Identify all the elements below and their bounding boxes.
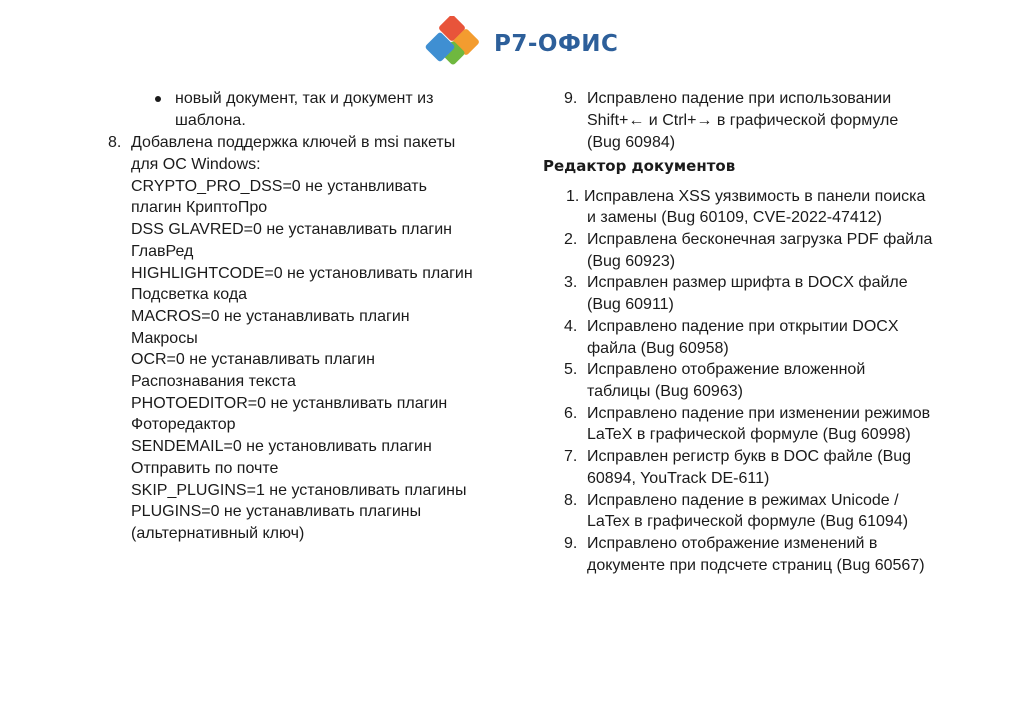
list-item-number: 9. [564,90,578,107]
list-item-number: 1. [566,188,580,205]
list-item-line: Исправлено отображение изменений в [587,535,878,552]
list-item-line: файла (Bug 60958) [587,340,729,357]
list-item-line: Исправлено падение при использовании [587,90,892,107]
section-heading: Редактор документов [543,157,736,175]
list-item-number: 6. [564,405,578,422]
list-item-line: Макросы [131,330,198,347]
logo-mark-icon [424,16,486,72]
list-item-line: 60894, YouTrack DE-611) [587,470,770,487]
list-item-line: (Bug 60984) [587,134,676,151]
r7-office-logo [424,16,618,72]
list-item-line: для ОС Windows: [131,156,261,173]
list-item-line: документе при подсчете страниц (Bug 60567) [587,557,925,574]
list-item-line: Исправлено падение в режимах Unicode / [587,492,899,509]
list-item-line: Распознавания текста [131,373,296,390]
list-item-line: Shift+← и Ctrl+→ в графической формуле [587,112,899,129]
list-item-number: 3. [564,274,578,291]
list-item-line: SKIP_PLUGINS=1 не установливать плагины [131,482,467,499]
list-item-line: Отправить по почте [131,460,279,477]
list-item-line: LaTex в графической формуле (Bug 61094) [587,513,909,530]
list-item-line: и замены (Bug 60109, CVE-2022-47412) [587,209,882,226]
list-item-line: (Bug 60911) [587,296,674,313]
list-item-line: (альтернативный ключ) [131,525,305,542]
list-item-line: Исправлено падение при изменении режимов [587,405,931,422]
list-item-line: плагин КриптоПро [131,199,268,216]
list-item-line: (Bug 60923) [587,253,676,270]
list-item-line: MACROS=0 не устанавливать плагин [131,308,410,325]
list-item-number: 7. [564,448,578,465]
list-item-line: таблицы (Bug 60963) [587,383,743,400]
list-item-number: 8. [564,492,578,509]
list-item-line: ГлавРед [131,243,194,260]
bullet-dot-icon [155,96,161,102]
list-item-line: CRYPTO_PRO_DSS=0 не устанвливать [131,178,427,195]
list-item-number: 5. [564,361,578,378]
list-item-line: PHOTOEDITOR=0 не устанвливать плагин [131,395,448,412]
list-item-line: Добавлена поддержка ключей в msi пакеты [131,134,456,151]
list-item-line: LaTeX в графической формуле (Bug 60998) [587,426,911,443]
list-item-line: OCR=0 не устанавливать плагин [131,351,375,368]
list-item-line: Исправлено падение при открытии DOCX [587,318,899,335]
bullet-line: шаблона. [175,112,246,129]
list-item-line: Исправлена XSS уязвимость в панели поиска [584,188,926,205]
list-item-line: PLUGINS=0 не устанавливать плагины [131,503,422,520]
list-item-line: Исправлено отображение вложенной [587,361,866,378]
list-item-number: 9. [564,535,578,552]
list-item-line: Исправлена бесконечная загрузка PDF файла [587,231,933,248]
list-item-line: HIGHLIGHTCODE=0 не установливать плагин [131,265,473,282]
list-item-number: 4. [564,318,578,335]
list-item-number: 2. [564,231,578,248]
list-item-line: Подсветка кода [131,286,248,303]
list-item-line: SENDEMAIL=0 не установливать плагин [131,438,432,455]
list-item-number: 8. [108,134,122,151]
logo-text: Р7-ОФИС [494,30,619,57]
list-item-line: Исправлен размер шрифта в DOCX файле [587,274,908,291]
list-item-line: Исправлен регистр букв в DOC файле (Bug [587,448,912,465]
list-item-line: DSS GLAVRED=0 не устанавливать плагин [131,221,452,238]
list-item-line: Фоторедактор [131,416,236,433]
bullet-line: новый документ, так и документ из [175,90,434,107]
